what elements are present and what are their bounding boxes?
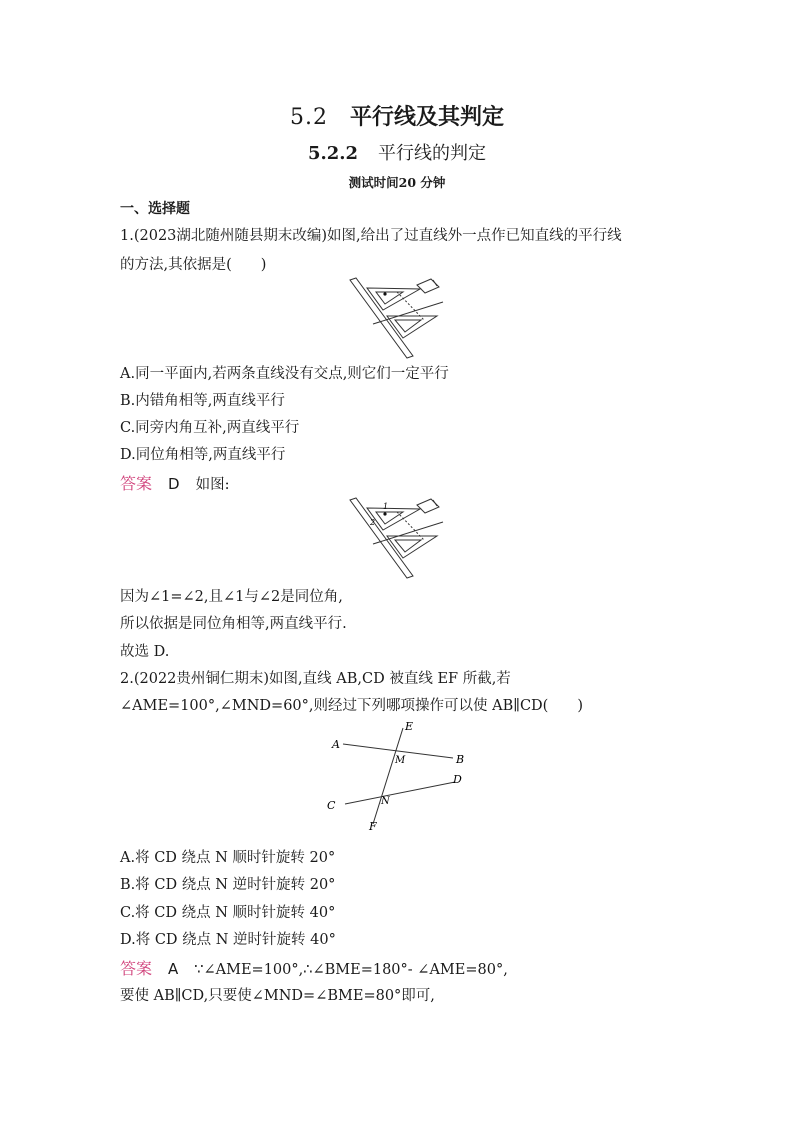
q1-answer-figure (345, 496, 450, 580)
q2-stem-line1: 2.(2022贵州铜仁期末)如图,直线 AB,CD 被直线 EF 所截,若 (120, 671, 511, 687)
q1-option-a: A.同一平面内,若两条直线没有交点,则它们一定平行 (120, 366, 449, 382)
q1-option-c: C.同旁内角互补,两直线平行 (120, 420, 300, 436)
test-time: 测试时间20 分钟 (348, 175, 446, 190)
answer-label: 答案 (120, 959, 153, 978)
angle-label-2: 2 (370, 518, 376, 527)
point-label-m: M (395, 755, 406, 766)
point-label-b: B (456, 753, 465, 766)
answer-letter: A (168, 960, 179, 978)
q1-explanation-1: 因为∠1=∠2,且∠1与∠2是同位角, (120, 589, 343, 605)
page-title (0, 100, 794, 131)
q2-option-d: D.将 CD 绕点 N 逆时针旋转 40° (120, 932, 336, 948)
q1-explanation-3: 故选 D. (120, 644, 170, 660)
q2-option-c: C.将 CD 绕点 N 顺时针旋转 40° (120, 905, 336, 921)
q2-option-a: A.将 CD 绕点 N 顺时针旋转 20° (120, 850, 336, 866)
q1-option-d: D.同位角相等,两直线平行 (120, 447, 286, 463)
answer-label: 答案 (120, 474, 153, 493)
q1-stem-line1: 1.(2023湖北随州随县期末改编)如图,给出了过直线外一点作已知直线的平行线 (120, 228, 622, 244)
point-label-f: F (369, 820, 377, 833)
answer-text: ∵∠AME=100°,∴∠BME=180°- ∠AME=80°, (194, 962, 508, 978)
subsection-number: 5.2.2 (307, 143, 359, 164)
point-label-e: E (405, 720, 414, 733)
q1-stem-line2: 的方法,其依据是( ) (120, 257, 267, 273)
answer-letter: D (168, 475, 180, 493)
point-label-n: N (381, 796, 390, 807)
page-subtitle (0, 139, 794, 165)
section-title: 平行线及其判定 (349, 104, 504, 130)
q1-option-b: B.内错角相等,两直线平行 (120, 393, 285, 409)
answer-text: 如图: (195, 477, 230, 493)
q2-stem-line2: ∠AME=100°,∠MND=60°,则经过下列哪项操作可以使 AB∥CD( ) (120, 698, 583, 714)
section-number: 5.2 (289, 105, 328, 130)
line-ef (373, 728, 403, 824)
point-label-c: C (327, 799, 336, 812)
q1-figure-ruler-triangle (345, 276, 450, 360)
subsection-title: 平行线的判定 (378, 143, 487, 164)
angle-label-1: 1 (383, 502, 389, 511)
q1-explanation-2: 所以依据是同位角相等,两直线平行. (120, 616, 347, 632)
q2-explanation-1: 要使 AB∥CD,只要使∠MND=∠BME=80°即可, (120, 988, 435, 1004)
q1-answer (120, 471, 229, 494)
point-label-a: A (332, 738, 340, 751)
section-heading: 一、选择题 (120, 201, 190, 217)
q2-figure-transversal (325, 716, 475, 836)
line-cd (345, 782, 455, 804)
point-label-d: D (453, 773, 462, 786)
q2-option-b: B.将 CD 绕点 N 逆时针旋转 20° (120, 877, 336, 893)
q2-answer (120, 956, 508, 979)
